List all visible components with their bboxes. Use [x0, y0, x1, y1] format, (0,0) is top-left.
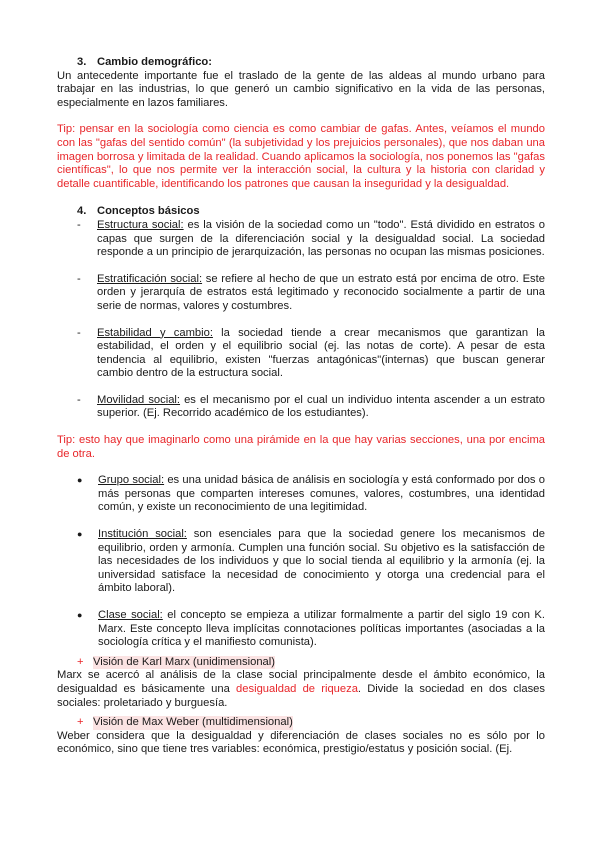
body-text: Marx se acercó al análisis de la clase social principalmente desde el ámbito económico, la desigualdad es básicamente una [57, 669, 545, 695]
concept-item [77, 219, 545, 260]
section-title: Cambio demográfico: [97, 56, 212, 68]
marx-body [57, 669, 545, 710]
concept-item [77, 327, 545, 381]
plus-marker: + [77, 716, 84, 729]
dash-marker: - [77, 272, 81, 285]
concept-term: Clase social: [98, 609, 163, 621]
weber-body: Weber considera que la desigualdad y diferenciación de clases sociales no es sólo por lo económico, sino que tiene tres variables: económica, prestigio/estatus y posición social. (Ej. [57, 729, 545, 756]
dash-marker: - [77, 393, 81, 406]
concept-text: es la visión de la sociedad como un "todo". Está dividido en estratos o capas que surgen de la diferenciación social y la desigualdad social. La sociedad responde a un principio de jerarquización, las personas no ocupan las mismas posiciones. [97, 218, 545, 259]
bullet-marker: ● [77, 529, 83, 540]
bullet-marker: ● [77, 475, 83, 486]
section-title: Conceptos básicos [97, 205, 200, 218]
concept-term: Grupo social: [98, 474, 165, 487]
bullet-item [77, 474, 545, 515]
document-page [57, 56, 545, 757]
concept-text: la sociedad tiende a crear mecanismos que garantizan la estabilidad, el orden y el equilibrio social (ej. las notas de corte). A pesar de esta tendencia al equilibrio, existen "fuerzas antagónicas"(internas) que buscan generar cambio dentro de la estructura social. [97, 326, 545, 380]
dash-marker: - [77, 218, 81, 231]
concept-term: Movilidad social: [97, 393, 181, 406]
concept-item [77, 273, 545, 314]
tip-paragraph: Tip: esto hay que imaginarlo como una pirámide en la que hay varias secciones, una por encima de otra. [57, 434, 545, 460]
concept-term: Institución social: [98, 528, 187, 541]
concept-text: se refiere al hecho de que un estrato está por encima de otro. Este orden y jerarquía de estratos está legitimado y reconocido socialmente a partir de una serie de normas, valores y costumbres. [97, 272, 545, 312]
concept-text: es el mecanismo por el cual un individuo intenta ascender a un estrato superior. (Ej. Recorrido académico de los estudiantes). [97, 393, 545, 420]
concept-item [77, 394, 545, 421]
section-3-heading [57, 56, 545, 70]
subsection-title: Visión de Karl Marx (unidimensional) [93, 655, 275, 668]
tip-paragraph: Tip: pensar en la sociología como ciencia es como cambiar de gafas. Antes, veíamos el mundo con las "gafas del sentido común" (la subjetividad y los prejuicios personales), que nos daban una imagen borrosa y limitada de la realidad. Cuando aplicamos la sociología, nos ponemos las "gafas científicas", lo que nos permite ver la interacción social, la cultura y la historia con claridad y detalle cuantificable, identificando los patrones que causan la inseguridad y la desigualdad. [57, 123, 545, 190]
bullet-marker: ● [77, 610, 83, 620]
concept-text: son esenciales para que la sociedad genere los mecanismos de equilibrio, orden y armonía. Cumplen una función social. Su objetivo es la satisfacción de las necesidades de los individuos y que lo social tienda al equilibrio y la armonía (ej. la universidad satisface la necesidad de conocimiento y otorga una credencial para el ámbito laboral). [98, 528, 545, 595]
concept-text: el concepto se empieza a utilizar formalmente a partir del siglo 19 con K. Marx. Este concepto lleva implícitas connotaciones políticas importantes (asociadas a la sociología crítica y el manifiesto comunista). [98, 609, 545, 649]
section-number: 3. [77, 56, 87, 68]
section-3-body: Un antecedente importante fue el traslado de la gente de las aldeas al mundo urbano para trabajar en las industrias, lo que generó un cambio significativo en la vida de las personas, especialmente en lazos familiares. [57, 69, 545, 109]
concept-term: Estratificación social: [97, 272, 203, 285]
marx-heading [77, 656, 545, 670]
concept-term: Estructura social: [97, 218, 184, 231]
concept-text: es una unidad básica de análisis en sociología y está conformado por dos o más personas que comparten intereses comunes, valores, costumbres, una identidad común, y existe un reconocimiento de una legitimidad. [98, 474, 545, 514]
bullet-item [77, 528, 545, 596]
body-text: . Divide la sociedad en dos clases sociales: proletariado y burguesía. [57, 682, 545, 709]
bullet-item [77, 609, 545, 650]
highlighted-text: desigualdad de riqueza [236, 682, 358, 695]
plus-marker: + [77, 655, 84, 668]
weber-heading [77, 716, 545, 730]
dash-marker: - [77, 326, 81, 339]
concept-term: Estabilidad y cambio: [97, 326, 213, 339]
section-number: 4. [77, 205, 87, 218]
subsection-title: Visión de Max Weber (multidimensional) [93, 716, 293, 729]
section-4-heading [57, 205, 545, 219]
